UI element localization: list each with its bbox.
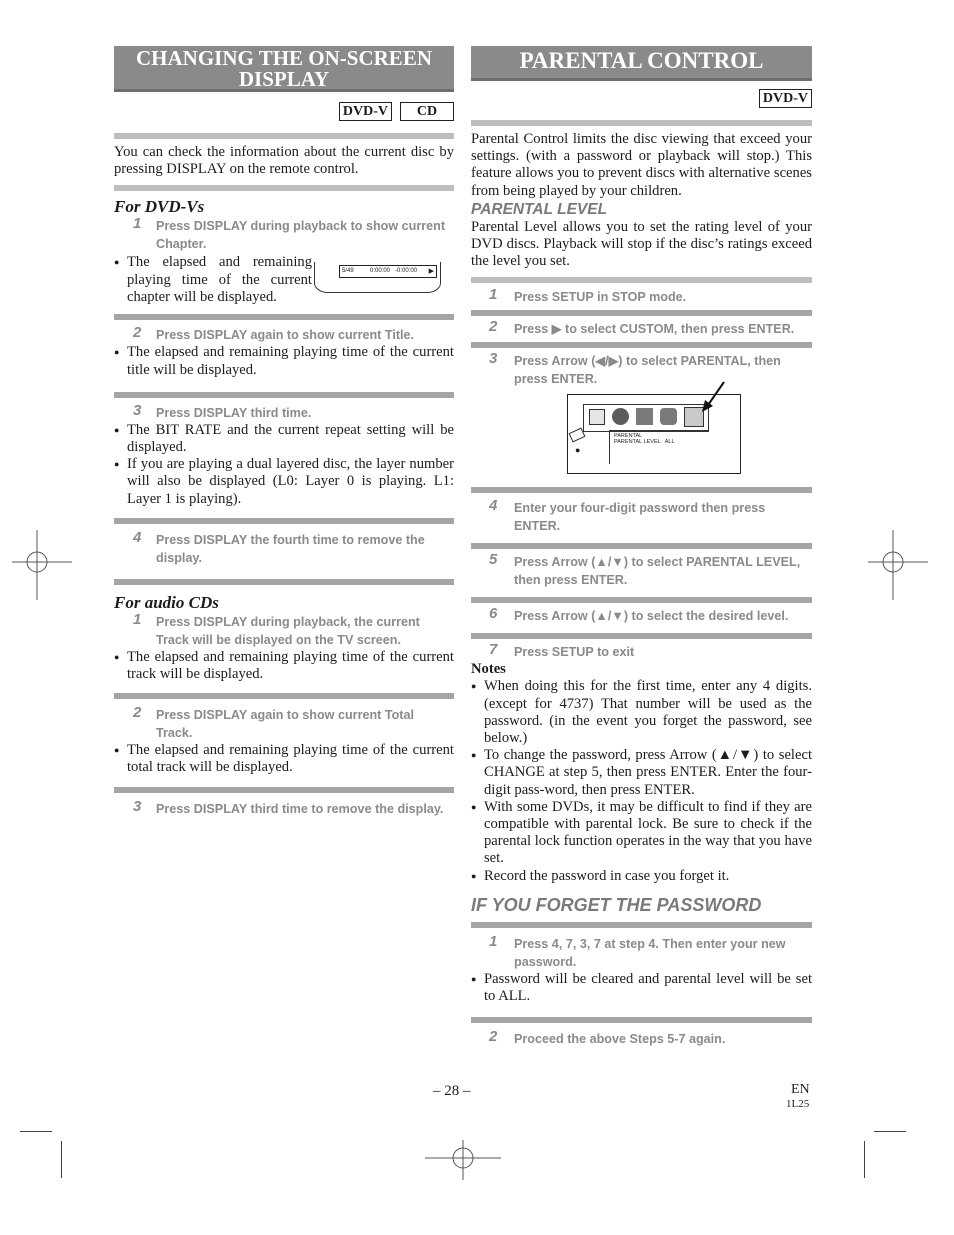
level-value: ALL bbox=[664, 439, 675, 446]
crop-mark bbox=[874, 1131, 906, 1132]
step-text: Press Arrow (▲/▼) to select the desired level. bbox=[514, 609, 789, 624]
intro-text: You can check the information about the current disc by pressing DISPLAY on the remote control. bbox=[114, 144, 454, 178]
step-number: 3 bbox=[489, 350, 498, 368]
heading-parental-level: PARENTAL LEVEL bbox=[471, 200, 608, 218]
step-text: Press DISPLAY third time. bbox=[156, 405, 312, 420]
setup-icon-tray bbox=[583, 404, 709, 432]
step-number: 1 bbox=[489, 286, 498, 304]
step-number: 4 bbox=[133, 528, 142, 546]
crop-mark bbox=[61, 1141, 62, 1178]
step-text: Press Arrow (◀/▶) to select PARENTAL, then press ENTER. bbox=[514, 354, 781, 387]
title-line-1: CHANGING THE ON-SCREEN bbox=[136, 46, 432, 70]
step-number: 1 bbox=[133, 610, 142, 628]
parental-menu-panel bbox=[609, 430, 709, 464]
parental-step-7 bbox=[471, 643, 812, 661]
parental-step-5 bbox=[471, 553, 812, 589]
disc-badges bbox=[114, 102, 454, 124]
note-2: ● To change the password, press Arrow (▲/▼) to select CHANGE at step 5, then press ENTER. Enter the four-digit pass-word, then press ENTER. bbox=[471, 747, 812, 799]
display-icon bbox=[612, 408, 629, 425]
disc-badges bbox=[471, 89, 812, 111]
osd-time-bar bbox=[339, 265, 437, 278]
cd-step-3 bbox=[114, 797, 454, 818]
cd-step-2-bullet: ● The elapsed and remaining playing time of the current total track will be displayed. bbox=[114, 742, 454, 776]
step-number: 3 bbox=[133, 797, 142, 815]
step-number: 2 bbox=[489, 318, 498, 336]
parental-intro: Parental Control limits the disc viewing that exceed your settings. (with a password or playback will stop.) This feature allows you to prevent discs with alternative scenes from being played by your children. bbox=[471, 131, 812, 199]
title-line-2: DISPLAY bbox=[238, 67, 330, 91]
heading-for-audio-cds: For audio CDs bbox=[114, 592, 219, 612]
dvd-step-2-bullet: ● The elapsed and remaining playing time of the current title will be displayed. bbox=[114, 344, 454, 378]
step-number: 6 bbox=[489, 605, 498, 623]
forget-step-1-bullet: ● Password will be cleared and parental level will be set to ALL. bbox=[471, 971, 812, 1005]
osd-remaining: -0:00:00 bbox=[395, 268, 418, 275]
pointer-arrow-icon bbox=[699, 380, 729, 414]
model-code: 1L25 bbox=[786, 1098, 810, 1110]
heading-forget-password: IF YOU FORGET THE PASSWORD bbox=[471, 894, 762, 915]
speaker-icon bbox=[660, 408, 677, 425]
crop-mark bbox=[20, 1131, 52, 1132]
menu-label: PARENTAL bbox=[614, 433, 643, 440]
registration-mark-icon bbox=[425, 1140, 501, 1180]
section-title-parental-control: PARENTAL CONTROL bbox=[471, 46, 812, 81]
dvd-step-3 bbox=[114, 401, 454, 422]
language-icon bbox=[589, 409, 605, 425]
page-number: – 28 – bbox=[433, 1083, 471, 1099]
parental-step-6 bbox=[471, 607, 812, 625]
step-number: 2 bbox=[133, 324, 142, 342]
osd-chapter: 5/49 bbox=[342, 268, 354, 275]
registration-mark-icon bbox=[12, 530, 72, 600]
cd-step-1 bbox=[114, 610, 454, 649]
heading-for-dvd-vs: For DVD-Vs bbox=[114, 197, 205, 217]
badge-cd: CD bbox=[400, 102, 454, 121]
step-number: 7 bbox=[489, 641, 498, 659]
osd-display-illustration bbox=[314, 262, 441, 293]
step-text: Press Arrow (▲/▼) to select PARENTAL LEVEL, then press ENTER. bbox=[514, 555, 801, 588]
level-label: PARENTAL LEVEL bbox=[614, 439, 661, 446]
step-text: Press DISPLAY third time to remove the display. bbox=[156, 801, 444, 816]
setup-screen-illustration bbox=[471, 394, 812, 482]
crop-mark bbox=[864, 1141, 865, 1178]
step-text: Press DISPLAY again to show current Title. bbox=[156, 328, 415, 343]
step-text: Press SETUP to exit bbox=[514, 645, 635, 660]
registration-mark-icon bbox=[868, 530, 928, 600]
osd-elapsed: 0:00:00 bbox=[370, 268, 391, 275]
parental-level-text: Parental Level allows you to set the rating level of your DVD discs. Playback will stop if the disc’s ratings exceed the level you set. bbox=[471, 218, 812, 270]
note-3: ● With some DVDs, it may be difficult to find if they are compatible with parental lock. Be sure to check if the parental lock function operates in the way that you have set. bbox=[471, 799, 812, 868]
parental-step-4 bbox=[471, 499, 812, 535]
step-number: 2 bbox=[489, 1028, 498, 1046]
cd-step-2 bbox=[114, 706, 454, 742]
step-number: 1 bbox=[133, 215, 142, 233]
step-number: 4 bbox=[489, 497, 498, 515]
dvd-step-3-bullet-2: ● If you are playing a dual layered disc, the layer number will also be displayed (L0: Layer 0 is playing. L1: Layer 1 is playing). bbox=[114, 456, 454, 508]
dvd-step-4 bbox=[114, 528, 454, 567]
dvd-step-2 bbox=[114, 326, 454, 344]
step-text: Press DISPLAY during playback to show current Chapter. bbox=[156, 219, 446, 252]
section-title-onscreen-display bbox=[114, 46, 454, 92]
forget-step-2 bbox=[471, 1030, 812, 1048]
step-text: Press SETUP in STOP mode. bbox=[514, 290, 687, 305]
notes-heading: Notes bbox=[471, 661, 506, 678]
step-text: Press 4, 7, 3, 7 at step 4. Then enter your new password. bbox=[514, 936, 786, 969]
dvd-step-1 bbox=[114, 217, 454, 253]
step-text: Press DISPLAY during playback, the current Track will be displayed on the TV screen. bbox=[156, 614, 420, 647]
note-4: ● Record the password in case you forget it. bbox=[471, 868, 812, 885]
arrow-pad-icon: ● bbox=[575, 445, 581, 456]
audio-icon bbox=[636, 408, 653, 425]
dvd-step-1-bullet: ● The elapsed and remaining playing time of the current chapter will be displayed. bbox=[114, 254, 312, 306]
left-column bbox=[114, 46, 454, 818]
step-text: Proceed the above Steps 5-7 again. bbox=[514, 1032, 726, 1047]
step-number: 2 bbox=[133, 704, 142, 722]
note-1: ● When doing this for the first time, enter any 4 digits. (except for 4737) That number will be used as the password. (in the event you forget the password, see below.) bbox=[471, 678, 812, 747]
step-number: 3 bbox=[133, 401, 142, 419]
step-number: 1 bbox=[489, 932, 498, 950]
step-text: Enter your four-digit password then press ENTER. bbox=[514, 501, 766, 534]
badge-dvd-v: DVD-V bbox=[759, 89, 812, 108]
step-text: Press DISPLAY the fourth time to remove the display. bbox=[156, 532, 425, 565]
right-column bbox=[471, 46, 812, 1048]
forget-step-1 bbox=[471, 932, 812, 971]
badge-dvd-v: DVD-V bbox=[339, 102, 392, 121]
parental-step-3 bbox=[471, 352, 812, 388]
step-text: Press DISPLAY again to show current Total Track. bbox=[156, 708, 415, 741]
step-text: Press ▶ to select CUSTOM, then press ENTER. bbox=[514, 322, 795, 337]
play-icon: ▶ bbox=[428, 268, 434, 276]
parental-step-1 bbox=[471, 288, 812, 306]
cd-step-1-bullet: ● The elapsed and remaining playing time of the current track will be displayed. bbox=[114, 649, 454, 683]
parental-step-2 bbox=[471, 320, 812, 338]
language-code: EN bbox=[791, 1082, 810, 1097]
dvd-step-3-bullet-1: ● The BIT RATE and the current repeat setting will be displayed. bbox=[114, 422, 454, 456]
step-number: 5 bbox=[489, 551, 498, 569]
